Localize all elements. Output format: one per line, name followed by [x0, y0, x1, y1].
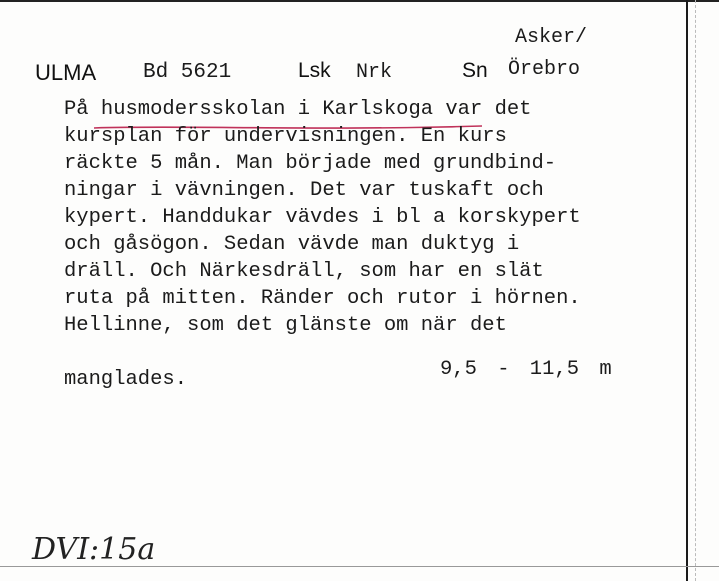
measurement: 9,5 - 11,5 m: [440, 358, 612, 381]
card-body-text: [64, 96, 581, 339]
text-line: ningar i vävningen. Det var tuskaft och: [64, 179, 544, 202]
text-line: ruta på mitten. Ränder och rutor i hörnen.: [64, 287, 581, 310]
text-line: kursplan för undervisningen. En kurs: [64, 125, 507, 148]
text-line: räckte 5 mån. Man började med grundbind-: [64, 152, 557, 175]
card-top-edge: [0, 0, 719, 2]
handwritten-reference: DVI:15a: [32, 532, 156, 567]
text-line: Hellinne, som det glänste om när det: [64, 314, 507, 337]
lsk-value: Nrk: [356, 61, 393, 84]
text-line: dräll. Och Närkesdräll, som har en slät: [64, 260, 544, 283]
card-right-edge: [686, 0, 688, 581]
text-line: och gåsögon. Sedan vävde man duktyg i: [64, 233, 520, 256]
card-right-edge-dashed: [695, 0, 697, 581]
sn-label: Sn: [462, 59, 488, 82]
text-last-line: manglades.: [64, 368, 188, 391]
lsk-label: Lsk: [298, 59, 331, 82]
band-number: Bd 5621: [143, 61, 232, 84]
sn-value: Örebro: [508, 58, 581, 81]
text-line: På husmodersskolan i Karlskoga var det: [64, 98, 532, 121]
text-line: kypert. Handdukar vävdes i bl a korskypert: [64, 206, 581, 229]
archive-code: ULMA: [35, 60, 97, 85]
sn-extra: Asker/: [515, 26, 588, 49]
